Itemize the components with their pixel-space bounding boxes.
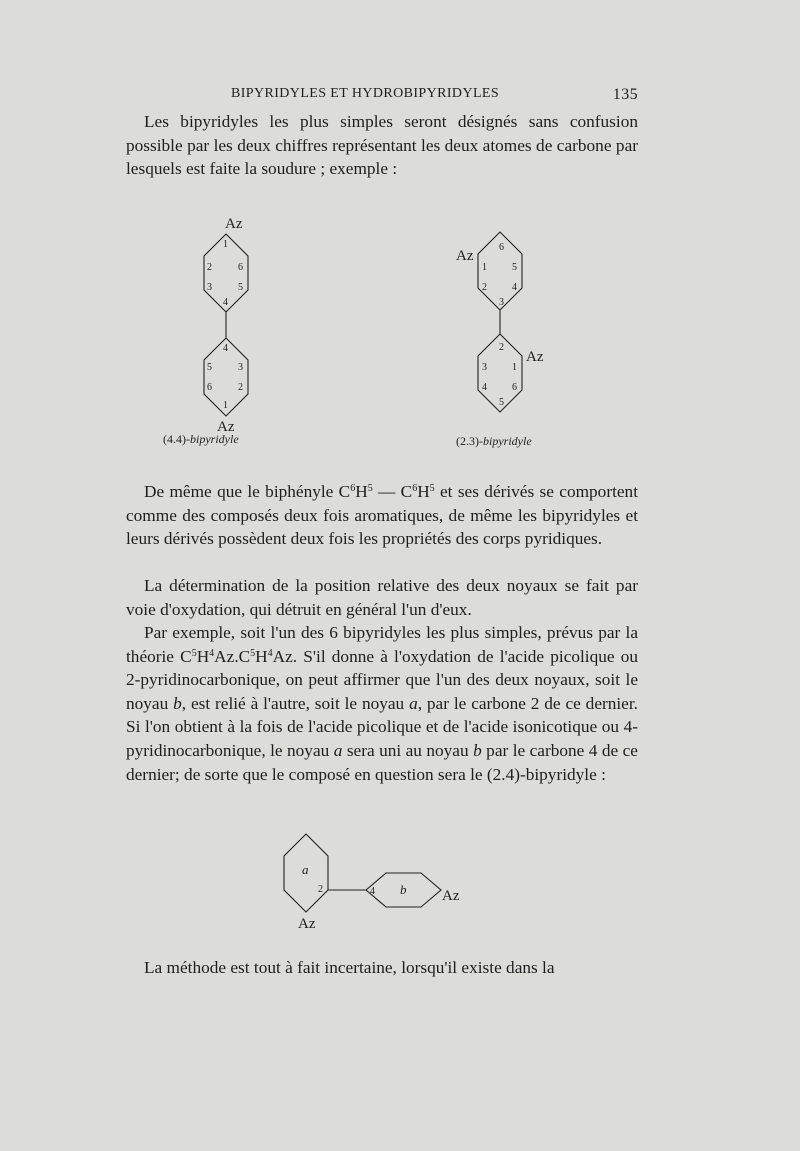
paragraph-2 bbox=[126, 480, 638, 551]
text-run: H bbox=[196, 646, 210, 666]
italic-run: a bbox=[333, 740, 343, 760]
paragraph-3: La détermination de la position relative des deux noyaux se fait par voie d'oxydation, qui détruit en général l'un d'eux. bbox=[126, 576, 638, 619]
ring-number: 1 bbox=[223, 400, 228, 411]
text-run: H bbox=[255, 646, 268, 666]
paragraph-5: La méthode est tout à fait incertaine, lorsqu'il existe dans la bbox=[144, 958, 555, 977]
superscript: 5 bbox=[429, 483, 435, 494]
ring-number: 6 bbox=[499, 242, 504, 253]
text-run: , est relié à l'autre, soit le noyau bbox=[181, 693, 410, 713]
running-head bbox=[126, 86, 638, 108]
text-run: De même que le biphényle C bbox=[144, 482, 351, 501]
ring-number: 6 bbox=[512, 382, 517, 393]
superscript: 4 bbox=[267, 647, 273, 659]
text-run: , par le carbone 2 de ce dernier. Si l'on obtient à la fois de l'acide picolique et de l'acide isonicotique ou 4-pyridinocarbonique, le noyau bbox=[126, 693, 638, 760]
text-run: H bbox=[417, 482, 430, 501]
page-number: 135 bbox=[612, 86, 638, 103]
superscript: 5 bbox=[191, 647, 197, 659]
text-run: sera uni au noyau bbox=[342, 740, 474, 760]
ring-number: 4 bbox=[223, 297, 228, 308]
ring-number: 3 bbox=[238, 362, 243, 373]
superscript: 5 bbox=[367, 483, 373, 494]
paragraph-1: Les bipyridyles les plus simples seront désignés sans confusion possible par les deux chiffres représentant les deux atomes de carbone par lesquels est faite la soudure ; exemple : bbox=[126, 112, 638, 179]
ring-number: 5 bbox=[499, 397, 504, 408]
az-label: Az bbox=[442, 888, 460, 904]
ring-a-label: a bbox=[302, 862, 309, 877]
ring-number: 2 bbox=[499, 342, 504, 353]
text-run: — C bbox=[372, 482, 413, 501]
text-run: Par exemple, soit l'un des 6 bipyridyles les plus simples, prévus par la théorie C bbox=[126, 623, 638, 666]
superscript: 6 bbox=[350, 483, 356, 494]
ring-number: 1 bbox=[482, 262, 487, 273]
running-title: BIPYRIDYLES ET HYDROBIPYRIDYLES bbox=[231, 86, 500, 101]
ring-number: 5 bbox=[512, 262, 517, 273]
ring-number: 2 bbox=[482, 282, 487, 293]
ring-number: 1 bbox=[223, 239, 228, 250]
text-run: Az.C bbox=[214, 646, 251, 666]
superscript: 6 bbox=[412, 483, 418, 494]
text-run: Az. S'il donne à l'oxydation de l'acide picolique ou 2-pyridinocarbonique, on peut affirmer que l'un des deux noyaux, soit le noyau bbox=[126, 646, 639, 713]
text-run: par le carbone 4 de ce dernier; de sorte que le composé en question sera le (2.4)-bipyridyle : bbox=[126, 740, 638, 784]
caption-prefix: (4.4)- bbox=[163, 432, 190, 446]
text-run: H bbox=[355, 482, 368, 501]
ring-number: 4 bbox=[512, 282, 517, 293]
superscript: 5 bbox=[250, 647, 256, 659]
paragraph-4 bbox=[126, 621, 638, 786]
italic-run: b bbox=[473, 740, 482, 760]
ring-number: 5 bbox=[238, 282, 243, 293]
figure-caption-left bbox=[163, 432, 239, 447]
az-label: Az bbox=[298, 916, 316, 932]
text-run: et ses dérivés se comportent comme des composés deux fois aromatiques, de même les bipyridyles et leurs dérivés possèdent deux fois les propriétés des corps pyridiques. bbox=[126, 482, 638, 549]
ring-number: 1 bbox=[512, 362, 517, 373]
ring-number: 3 bbox=[499, 297, 504, 308]
caption-name: bipyridyle bbox=[483, 434, 532, 448]
ring-number: 6 bbox=[238, 262, 243, 273]
ring-number: 3 bbox=[207, 282, 212, 293]
caption-name: bipyridyle bbox=[190, 432, 239, 446]
ring-number: 4 bbox=[482, 382, 487, 393]
ring-number: 2 bbox=[207, 262, 212, 273]
caption-prefix: (2.3)- bbox=[456, 434, 483, 448]
figure-4-4-bipyridyle bbox=[180, 210, 300, 440]
figure-2-3-bipyridyle bbox=[455, 228, 595, 438]
italic-run: b bbox=[173, 693, 182, 713]
ring-b-label: b bbox=[400, 882, 407, 897]
ring-number: 3 bbox=[482, 362, 487, 373]
ring-number: 5 bbox=[207, 362, 212, 373]
ring-number: 6 bbox=[207, 382, 212, 393]
figure-caption-right bbox=[456, 434, 532, 449]
az-label: Az bbox=[526, 349, 544, 365]
italic-run: a bbox=[409, 693, 418, 713]
az-label: Az bbox=[456, 248, 474, 264]
az-label: Az bbox=[217, 419, 235, 435]
superscript: 4 bbox=[209, 647, 215, 659]
figure-2-4-bipyridyle bbox=[280, 832, 480, 932]
ring-number: 2 bbox=[318, 884, 323, 895]
ring-number: 2 bbox=[238, 382, 243, 393]
ring-number: 4 bbox=[223, 343, 228, 354]
ring-number: 4 bbox=[370, 886, 375, 897]
az-label: Az bbox=[225, 216, 243, 232]
